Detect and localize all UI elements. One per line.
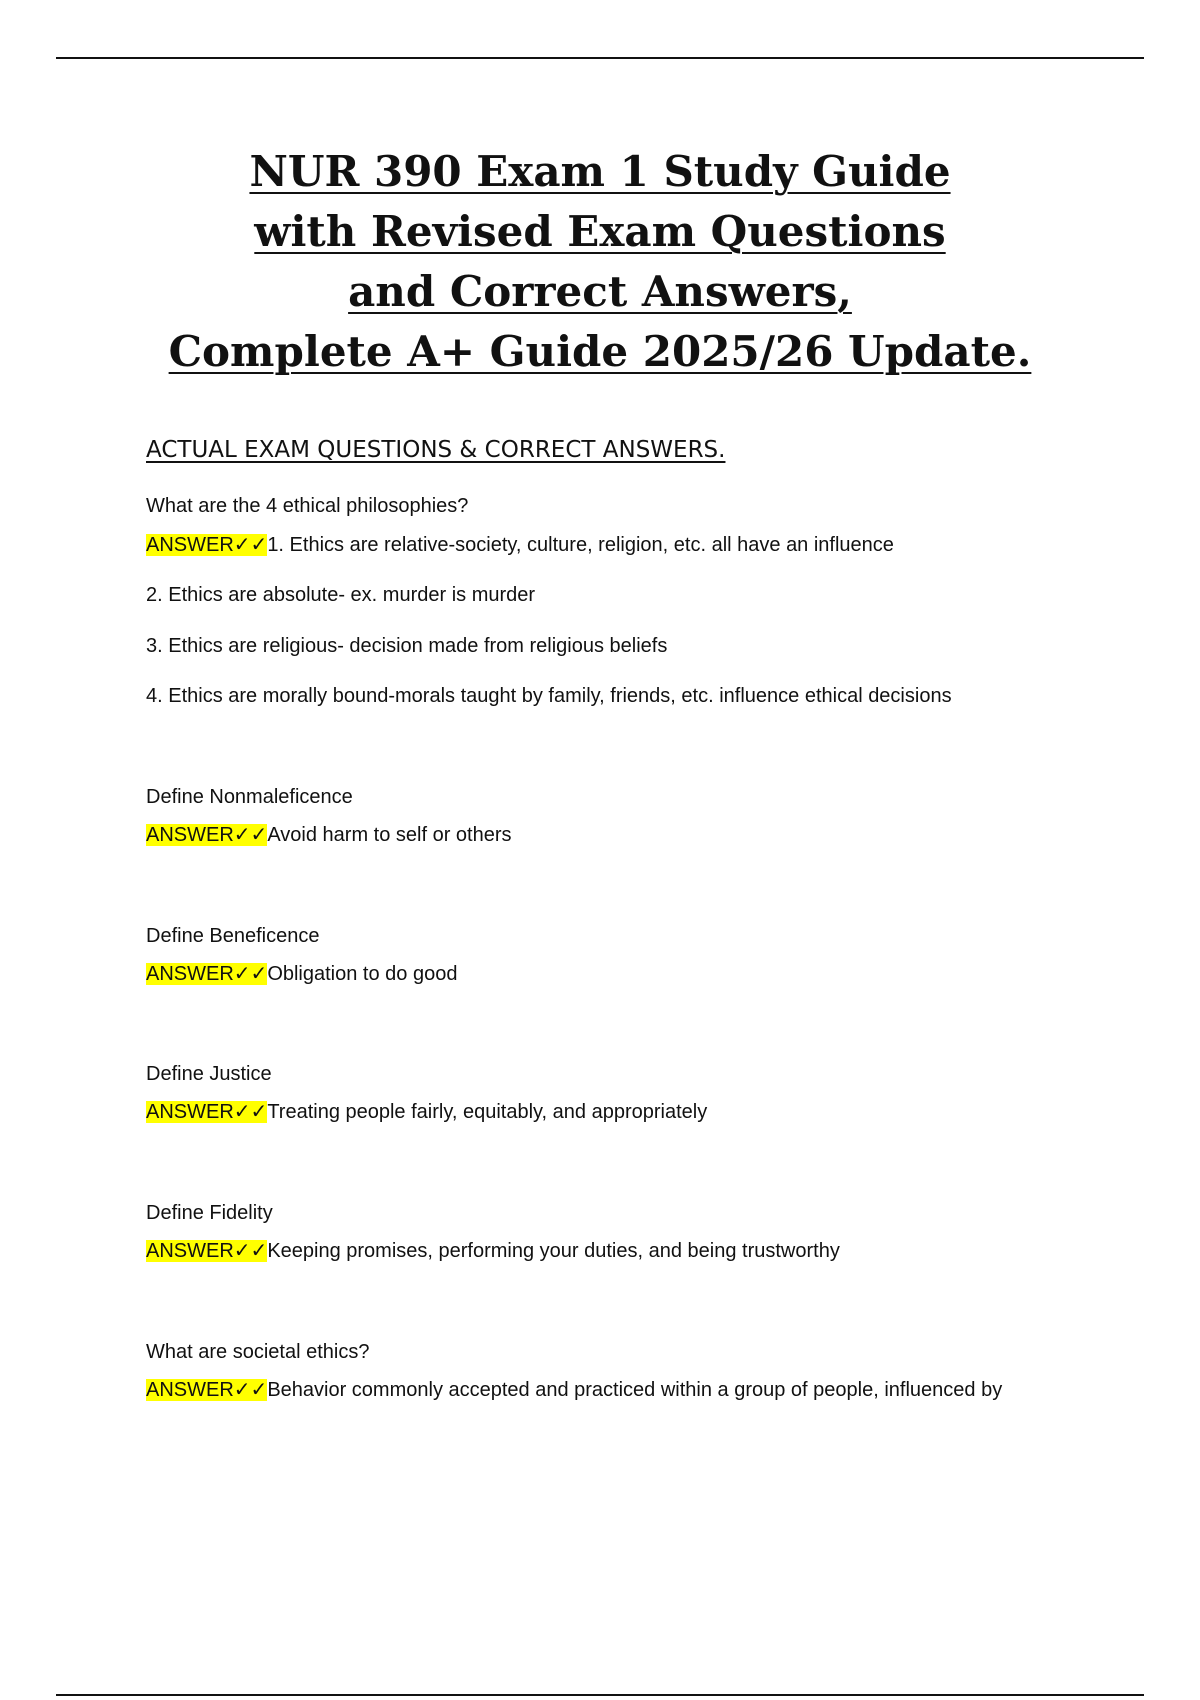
answer-text: Obligation to do good (267, 963, 458, 985)
answer-continuation: 3. Ethics are religious- decision made from religious beliefs (146, 635, 668, 657)
question-text: What are the 4 ethical philosophies? (146, 495, 469, 517)
answer-line (146, 960, 457, 988)
question-text: Define Justice (146, 1063, 272, 1085)
answer-tag: ANSWER✓✓ (146, 963, 268, 985)
answer-continuation: 2. Ethics are absolute- ex. murder is murder (146, 584, 536, 606)
title-line: with Revised Exam Questions (254, 207, 946, 256)
answer-tag: ANSWER✓✓ (146, 1240, 268, 1262)
answer-tag: ANSWER✓✓ (146, 534, 268, 556)
answer-line (146, 1376, 1002, 1404)
document-title (0, 142, 1200, 382)
answer-continuation: 4. Ethics are morally bound-morals taught by family, friends, etc. influence ethical decisions (146, 685, 952, 707)
question-text: Define Nonmaleficence (146, 786, 353, 808)
bottom-rule (56, 1694, 1144, 1696)
title-line: Complete A+ Guide 2025/26 Update. (168, 327, 1032, 376)
answer-tag: ANSWER✓✓ (146, 1101, 268, 1123)
title-line: NUR 390 Exam 1 Study Guide (249, 147, 951, 196)
answer-line (146, 1237, 840, 1265)
answer-tag: ANSWER✓✓ (146, 824, 268, 846)
question-text: Define Beneficence (146, 925, 320, 947)
answer-tag: ANSWER✓✓ (146, 1379, 268, 1401)
section-heading: ACTUAL EXAM QUESTIONS & CORRECT ANSWERS. (146, 437, 726, 463)
answer-text: Keeping promises, performing your duties, and being trustworthy (267, 1240, 840, 1262)
answer-line (146, 1098, 707, 1126)
answer-text: Avoid harm to self or others (267, 824, 512, 846)
answer-text: Behavior commonly accepted and practiced within a group of people, influenced by (267, 1379, 1003, 1401)
title-line: and Correct Answers, (348, 267, 852, 316)
answer-line (146, 531, 894, 559)
question-text: What are societal ethics? (146, 1341, 370, 1363)
question-text: Define Fidelity (146, 1202, 273, 1224)
answer-text: 1. Ethics are relative-society, culture, religion, etc. all have an influence (267, 534, 894, 556)
answer-text: Treating people fairly, equitably, and appropriately (267, 1101, 708, 1123)
top-rule (56, 57, 1144, 59)
answer-line (146, 821, 512, 849)
